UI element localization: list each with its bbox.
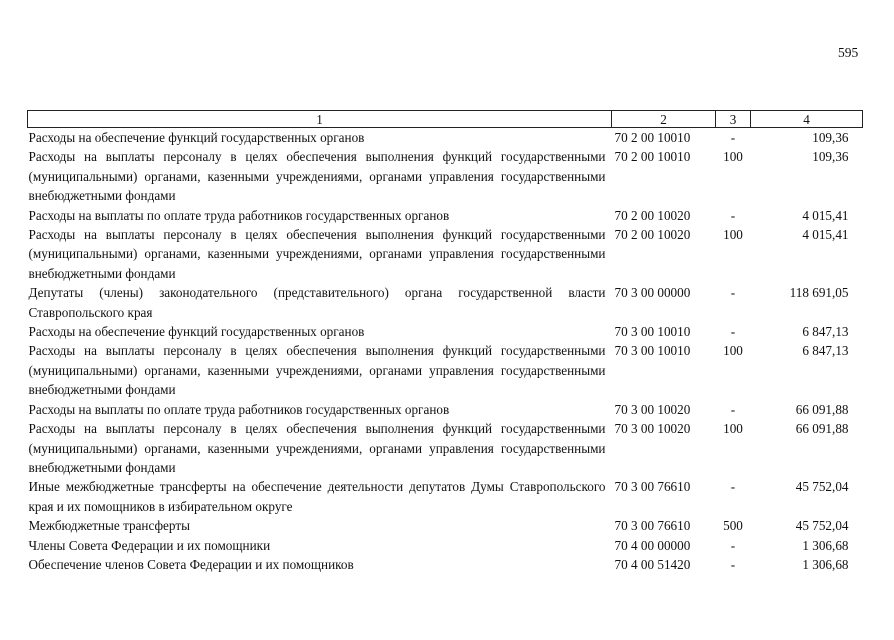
header-col-2: 2: [612, 111, 716, 128]
row-sum-cell: 4 015,41: [802, 207, 849, 223]
row-name-cell: Иные межбюджетные трансферты на обеспечение деятельности депутатов Думы Ставропольского края и их помощников в избирательном округе: [28, 479, 606, 514]
table-row: [28, 419, 863, 477]
row-name-cell: Расходы на выплаты по оплате труда работников государственных органов: [28, 207, 450, 223]
row-name-cell: Расходы на обеспечение функций государственных органов: [28, 324, 365, 340]
table-row: [28, 283, 863, 322]
row-name-cell: Расходы на выплаты по оплате труда работников государственных органов: [28, 401, 450, 417]
row-type-cell: 100: [723, 343, 743, 359]
row-name-cell: Обеспечение членов Совета Федерации и их помощников: [28, 556, 354, 572]
row-code-cell: 70 3 00 10010: [614, 324, 691, 340]
row-code-cell: 70 2 00 10020: [614, 207, 691, 223]
row-type-cell: -: [730, 324, 736, 340]
row-type-cell: -: [730, 401, 736, 417]
row-code-cell: 70 3 00 76610: [614, 479, 691, 495]
row-code-cell: 70 3 00 00000: [614, 285, 691, 301]
row-name-cell: Расходы на выплаты персоналу в целях обеспечения выполнения функций государственными (муниципальными) органами, казенными учреждениями, органами управления государственными внебюджетными фондами: [28, 149, 606, 204]
budget-table: [27, 110, 863, 574]
header-col-3: 3: [716, 111, 751, 128]
row-type-cell: 500: [723, 518, 743, 534]
table-row: [28, 536, 863, 555]
row-sum-cell: 109,36: [812, 149, 849, 165]
table-row: [28, 128, 863, 148]
table-row: [28, 555, 863, 574]
table-row: [28, 400, 863, 419]
row-name-cell: Межбюджетные трансферты: [28, 518, 190, 534]
row-code-cell: 70 3 00 76610: [614, 518, 691, 534]
table-row: [28, 206, 863, 225]
table-row: [28, 225, 863, 283]
header-col-1: 1: [28, 111, 612, 128]
row-code-cell: 70 4 00 00000: [614, 537, 691, 553]
row-code-cell: 70 2 00 10020: [614, 227, 691, 243]
row-type-cell: -: [730, 285, 736, 301]
row-code-cell: 70 3 00 10020: [614, 401, 691, 417]
table-row: [28, 477, 863, 516]
row-sum-cell: 66 091,88: [795, 421, 849, 437]
table-row: [28, 147, 863, 205]
row-name-cell: Члены Совета Федерации и их помощники: [28, 537, 271, 553]
row-sum-cell: 118 691,05: [789, 285, 849, 301]
row-code-cell: 70 3 00 10010: [614, 343, 691, 359]
page-number: 595: [838, 45, 859, 60]
row-type-cell: -: [730, 207, 736, 223]
row-sum-cell: 4 015,41: [802, 227, 849, 243]
row-sum-cell: 45 752,04: [795, 479, 849, 495]
row-code-cell: 70 3 00 10020: [614, 421, 691, 437]
row-type-cell: -: [730, 479, 736, 495]
row-code-cell: 70 2 00 10010: [614, 130, 691, 145]
header-row: [28, 111, 863, 128]
row-code-cell: 70 2 00 10010: [614, 149, 691, 165]
row-type-cell: -: [730, 537, 736, 553]
header-col-4: 4: [751, 111, 863, 128]
table-row: [28, 322, 863, 341]
row-name-cell: Депутаты (члены) законодательного (представительного) органа государственной власти Ставропольского края: [28, 285, 606, 320]
row-sum-cell: 66 091,88: [795, 401, 849, 417]
row-type-cell: -: [730, 130, 736, 145]
row-type-cell: 100: [723, 227, 743, 243]
row-sum-cell: 1 306,68: [802, 556, 849, 572]
row-type-cell: 100: [723, 421, 743, 437]
row-sum-cell: 1 306,68: [802, 537, 849, 553]
row-type-cell: 100: [723, 149, 743, 165]
row-sum-cell: 6 847,13: [802, 343, 849, 359]
row-sum-cell: 6 847,13: [802, 324, 849, 340]
row-sum-cell: 109,36: [812, 130, 849, 145]
row-code-cell: 70 4 00 51420: [614, 556, 691, 572]
table-row: [28, 516, 863, 535]
row-sum-cell: 45 752,04: [795, 518, 849, 534]
row-type-cell: -: [730, 556, 736, 572]
row-name-cell: Расходы на обеспечение функций государственных органов: [28, 130, 365, 145]
row-name-cell: Расходы на выплаты персоналу в целях обеспечения выполнения функций государственными (муниципальными) органами, казенными учреждениями, органами управления государственными внебюджетными фондами: [28, 227, 606, 281]
table-row: [28, 341, 863, 399]
row-name-cell: Расходы на выплаты персоналу в целях обеспечения выполнения функций государственными (муниципальными) органами, казенными учреждениями, органами управления государственными внебюджетными фондами: [28, 343, 606, 398]
row-name-cell: Расходы на выплаты персоналу в целях обеспечения выполнения функций государственными (муниципальными) органами, казенными учреждениями, органами управления государственными внебюджетными фондами: [28, 421, 606, 475]
